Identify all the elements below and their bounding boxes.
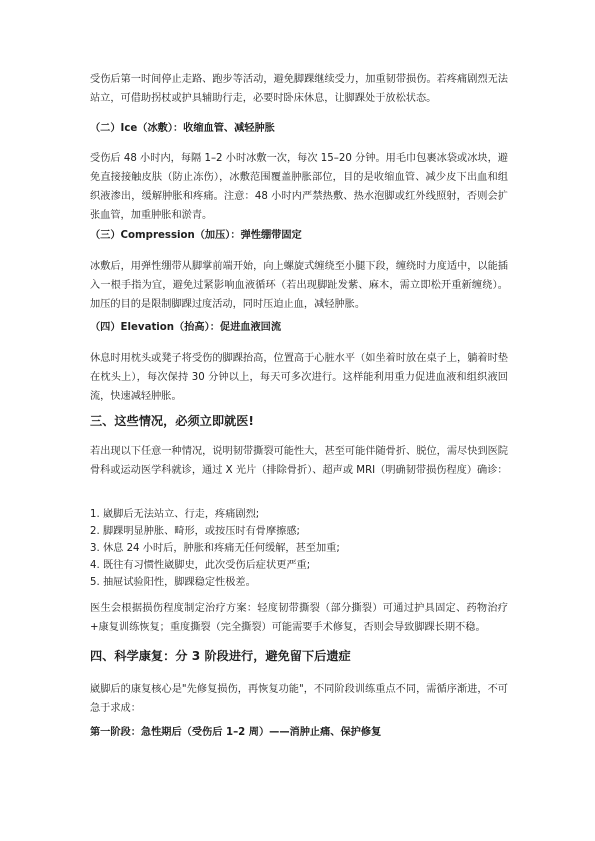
paragraph-see-doctor: 若出现以下任意一种情况，说明韧带撕裂可能性大，甚至可能伴随骨折、脱位，需尽快到医院骨科或运动医学科就诊，通过 X 光片（排除骨折）、超声或 MRI（明确韧带损伤程度）确诊： [90, 446, 508, 476]
list-item: 4. 既往有习惯性崴脚史，此次受伤后症状更严重; [90, 560, 311, 571]
paragraph-rest: 受伤后第一时间停止走路、跑步等活动，避免脚踝继续受力，加重韧带损伤。若疼痛剧烈无法站立，可借助拐杖或护具辅助行走，必要时卧床休息，让脚踝处于放松状态。 [90, 74, 508, 104]
list-item: 5. 抽屉试验阳性，脚踝稳定性极差。 [90, 577, 256, 588]
subheading-elevation: （四）Elevation（抬高）：促进血液回流 [90, 322, 282, 333]
paragraph-elevation: 休息时用枕头或凳子将受伤的脚踝抬高，位置高于心脏水平（如坐着时放在桌子上，躺着时垫在枕头上），每次保持 30 分钟以上，每天可多次进行。这样能利用重力促进血液和组织液回流，快速减轻肿胀。 [90, 353, 508, 402]
stage-one-heading: 第一阶段：急性期后（受伤后 1–2 周）——消肿止痛、保护修复 [90, 727, 382, 738]
list-item: 3. 休息 24 小时后，肿胀和疼痛无任何缓解，甚至加重; [90, 543, 340, 554]
list-item: 2. 脚踝明显肿胀、畸形，或按压时有骨摩擦感; [90, 526, 300, 537]
paragraph-compression: 冰敷后，用弹性绷带从脚掌前端开始，向上螺旋式缠绕至小腿下段，缠绕时力度适中，以能插入一根手指为宜，避免过紧影响血液循环（若出现脚趾发紫、麻木，需立即松开重新缠绕）。加压的目的是限制脚踝过度活动，同时压迫止血，减轻肿胀。 [90, 261, 508, 310]
subheading-compression: （三）Compression（加压）：弹性绷带固定 [90, 230, 302, 241]
list-item: 1. 崴脚后无法站立、行走，疼痛剧烈; [90, 509, 260, 520]
paragraph-ice: 受伤后 48 小时内，每隔 1–2 小时冰敷一次，每次 15–20 分钟。用毛巾包裹冰袋或冰块，避免直接接触皮肤（防止冻伤），冰敷范围覆盖肿胀部位，目的是收缩血管、减少皮下出血和组织液渗出，缓解肿胀和疼痛。注意：48 小时内严禁热敷、热水泡脚或红外线照射，否则会扩张血管，加重肿胀和淤青。 [90, 153, 508, 221]
section-heading-see-doctor: 三、这些情况，必须立即就医! [90, 414, 254, 428]
paragraph-rehab: 崴脚后的康复核心是"先修复损伤，再恢复功能"，不同阶段训练重点不同，需循序渐进，不可急于求成： [90, 684, 508, 714]
paragraph-treatment-plan: 医生会根据损伤程度制定治疗方案：轻度韧带撕裂（部分撕裂）可通过护具固定、药物治疗+康复训练恢复；重度撕裂（完全撕裂）可能需要手术修复，否则会导致脚踝长期不稳。 [90, 603, 508, 633]
subheading-ice: （二）Ice（冰敷）：收缩血管、减轻肿胀 [90, 123, 275, 134]
section-heading-rehab: 四、科学康复：分 3 阶段进行，避免留下后遗症 [90, 649, 351, 663]
symptom-list [90, 506, 508, 591]
